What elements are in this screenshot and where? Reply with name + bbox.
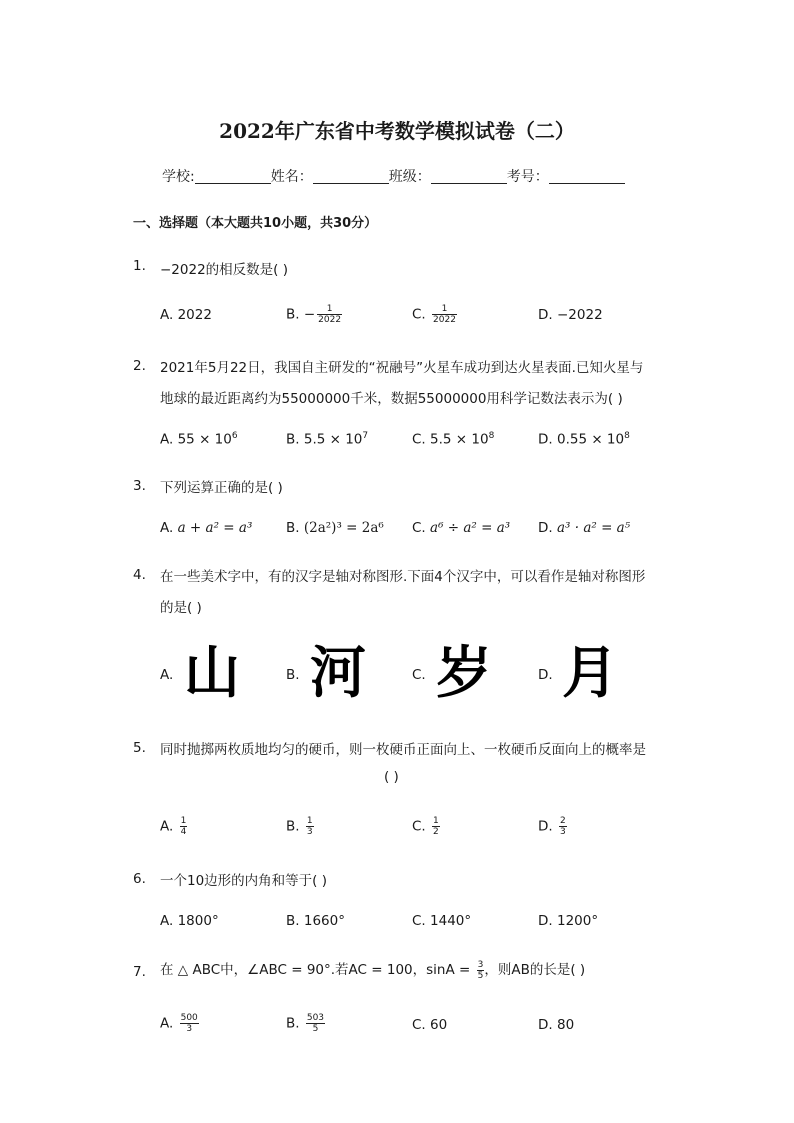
q4-option-a-character: 山 (184, 641, 240, 706)
q6-text: 一个10边形的内角和等于( ) (160, 873, 328, 889)
q6-option-c: C. 1440° (412, 913, 472, 929)
q3-text: 下列运算正确的是( ) (160, 480, 283, 496)
q7-option-a: A. $\frac{500}{3}$ (160, 1013, 198, 1034)
q4-option-b-character: 河 (310, 641, 366, 706)
q1-option-d (538, 307, 603, 323)
q5-option-a: A. $\frac{1}{4}$ (160, 816, 187, 837)
option-label: D. (538, 307, 553, 323)
q5-line2: ( ) (384, 769, 399, 785)
q2-number: 2. (133, 358, 146, 374)
q6-number: 6. (133, 871, 146, 887)
q3-option-d: D. a³ · a² = a⁵ (538, 520, 631, 536)
q4-option-d-label: D. (538, 667, 553, 683)
q3-option-a: A. a + a² = a³ (160, 520, 253, 536)
q2-option-c: C. $5.5 \times 10^8$ (412, 431, 495, 448)
q2-option-d: D. $0.55 \times 10^8$ (538, 431, 630, 448)
q5-number: 5. (133, 740, 146, 756)
q4-option-c-label: C. (412, 667, 426, 683)
option-label: B. (286, 306, 300, 323)
option-value: 2022 (177, 307, 212, 323)
q3-option-c: C. a⁶ ÷ a² = a³ (412, 520, 511, 536)
q3-number: 3. (133, 478, 146, 494)
number-label: 考号： (506, 169, 549, 185)
q7-option-c: C. 60 (412, 1017, 448, 1033)
fraction: $\frac{1}{2022}$ (433, 304, 456, 325)
q7-option-d: D. 80 (538, 1017, 575, 1033)
q4-line1: 在一些美术字中，有的汉字是轴对称图形.下面4个汉字中，可以看作是轴对称图形 (160, 569, 646, 585)
q5-option-d: D. $\frac{2}{3}$ (538, 816, 566, 837)
option-sign: − (303, 306, 316, 323)
option-label: A. (160, 307, 174, 323)
q6-option-d: D. 1200° (538, 913, 599, 929)
q1-number: 1. (133, 258, 146, 274)
q5-line1: 同时抛掷两枚质地均匀的硬币，则一枚硬币正面向上、一枚硬币反面向上的概率是 (160, 742, 646, 758)
q2-line2: 地球的最近距离约为55000000千米，数据55000000用科学记数法表示为( ) (160, 391, 623, 407)
q7-number: 7. (133, 964, 146, 980)
school-label: 学校: (162, 169, 195, 185)
q1-text: −2022的相反数是( ) (160, 262, 288, 278)
class-label: 班级： (388, 169, 431, 185)
q1-option-b (286, 304, 342, 325)
class-blank (431, 169, 507, 184)
name-blank (313, 169, 389, 184)
option-label: C. (412, 306, 426, 323)
q7-text: 在 △ ABC中，∠ABC = 90°.若AC = 100，sinA = $\frac{3}{5}$ ，则AB的长是( ) (160, 959, 586, 981)
q4-option-d-character: 月 (562, 641, 618, 706)
exam-title: 2022年广东省中考数学模拟试卷（二） (219, 119, 575, 143)
q6-option-a: A. 1800° (160, 913, 219, 929)
student-info-line (162, 166, 625, 186)
q1-option-c (412, 304, 457, 325)
school-blank (195, 169, 271, 184)
q4-number: 4. (133, 567, 146, 583)
fraction: $\frac{1}{2022}$ (318, 304, 342, 325)
option-value: −2022 (556, 307, 603, 323)
q2-line1: 2021年5月22日，我国自主研发的“祝融号”火星车成功到达火星表面.已知火星与 (160, 360, 644, 376)
q1-option-a (160, 307, 212, 323)
q2-option-b: B. $5.5 \times 10^7$ (286, 431, 369, 448)
q5-option-c: C. $\frac{1}{2}$ (412, 816, 439, 837)
q4-option-a-label: A. (160, 667, 174, 683)
q4-option-c-character: 岁 (436, 641, 492, 706)
q4-option-b-label: B. (286, 667, 300, 683)
q7-option-b: B. $\frac{503}{5}$ (286, 1013, 325, 1034)
q3-option-b: B. (2a²)³ = 2a⁶ (286, 520, 384, 536)
q4-line2: 的是( ) (160, 600, 202, 616)
section-heading: 一、选择题（本大题共10小题，共30分） (133, 216, 378, 231)
q5-option-b: B. $\frac{1}{3}$ (286, 816, 313, 837)
number-blank (549, 169, 625, 184)
q6-option-b: B. 1660° (286, 913, 345, 929)
q2-option-a: A. $55 \times 10^6$ (160, 431, 238, 448)
name-label: 姓名： (270, 169, 313, 185)
